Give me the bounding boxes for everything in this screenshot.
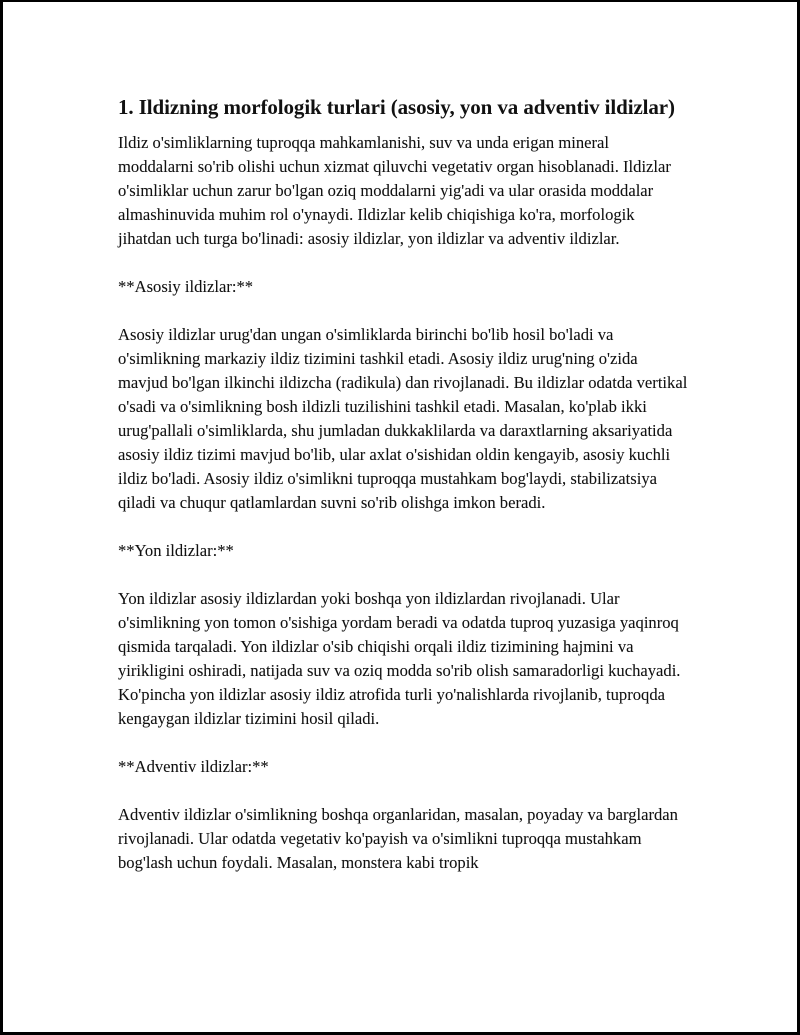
paragraph-intro: Ildiz o'simliklarning tuproqqa mahkamlanishi, suv va unda erigan mineral moddalarni so'rib olishi uchun xizmat qiluvchi vegetativ organ hisoblanadi. Ildizlar o'simliklar uchun zarur bo'lgan oziq moddalarni yig'adi va ular orasida moddalar almashinuvida muhim rol o'ynaydi. Ildizlar kelib chiqishiga ko'ra, morfologik jihatdan uch turga bo'linadi: asosiy ildizlar, yon ildizlar va adventiv ildizlar. [118,133,671,248]
section-heading-asosiy: **Asosiy ildizlar:** [118,277,254,296]
section-heading-yon: **Yon ildizlar:** [118,541,234,560]
paragraph-yon: Yon ildizlar asosiy ildizlardan yoki boshqa yon ildizlardan rivojlanadi. Ular o'simlikning yon tomon o'sishiga yordam beradi va odatda tuproq yuzasiga yaqinroq qismida tarqaladi. Yon ildizlar o'sib chiqishi orqali ildiz tizimining hajmini va yirikligini oshiradi, natijada suv va oziq modda so'rib olish samaradorligi kuchayadi. Ko'pincha yon ildizlar asosiy ildiz atrofida turli yo'nalishlarda rivojlanib, tuproqda kengaygan ildizlar tizimini hosil qiladi. [118,589,681,728]
document-title: 1. Ildizning morfologik turlari (asosiy, yon va adventiv ildizlar) [118,95,675,119]
paragraph-asosiy: Asosiy ildizlar urug'dan ungan o'simliklarda birinchi bo'lib hosil bo'ladi va o'simlikning markaziy ildiz tizimini tashkil etadi. Asosiy ildiz urug'ning o'zida mavjud bo'lgan ilkinchi ildizcha (radikula) dan rivojlanadi. Bu ildizlar odatda vertikal o'sadi va o'simlikning bosh ildizli tuzilishini tashkil etadi. Masalan, ko'plab ikki urug'pallali o'simliklarda, shu jumladan dukkaklilarda va daraxtlarning aksariyatida asosiy ildiz tizimi mavjud bo'lib, ular axlat o'sishidan oldin kengayib, asosiy kuchli ildiz bo'ladi. Asosiy ildiz o'simlikni tuproqqa mustahkam bog'laydi, stabilizatsiya qiladi va chuqur qatlamlardan suvni so'rib olishga imkon beradi. [118,325,688,512]
paragraph-adventiv: Adventiv ildizlar o'simlikning boshqa organlaridan, masalan, poyaday va barglardan rivojlanadi. Ular odatda vegetativ ko'payish va o'simlikni tuproqqa mustahkam bog'lash uchun foydali. Masalan, monstera kabi tropik [118,805,678,872]
section-heading-adventiv: **Adventiv ildizlar:** [118,757,269,776]
document-body [118,93,688,899]
